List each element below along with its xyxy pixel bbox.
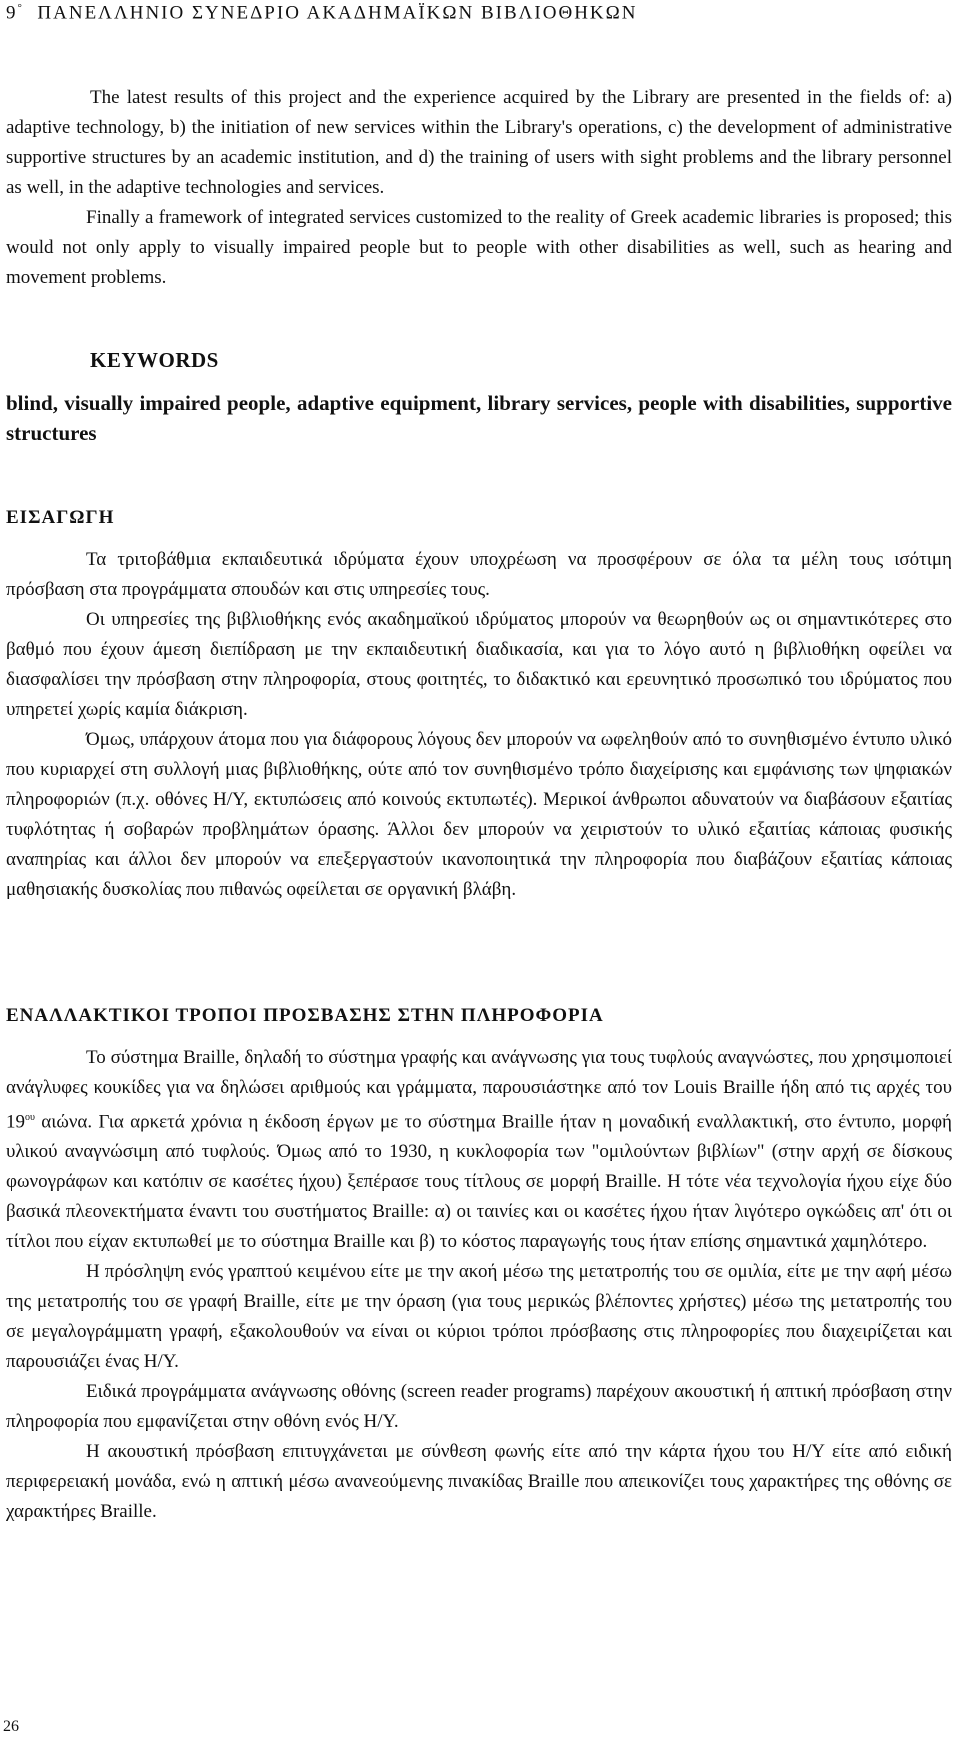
alternative-access-paragraph: Η ακουστική πρόσβαση επιτυγχάνεται με σύνθεση φωνής είτε από την κάρτα ήχου του Η/Υ είτε από ειδική περιφερειακή μονάδα, ενώ η απτική μέσω ανανεούμενης πινακίδας Braille που απεικονίζει τους χαρακτήρες της οθόνης σε χαρακτήρες Braille.	[6, 1441, 952, 1523]
braille-text-start: Το σύστημα Braille, δηλαδή το σύστημα γραφής και ανάγνωσης για τους τυφλούς αναγνώστες, που χρησιμοποιεί ανάγλυφες κουκίδες για να δηλώσει αριθμούς και γράμματα, παρουσιάστηκε από τον Louis Braille ήδη από τις αρχές του 19	[6, 1047, 952, 1133]
braille-text-end: αιώνα. Για αρκετά χρόνια η έκδοση έργων με το σύστημα Braille ήταν η μοναδική εναλλακτική, στο έντυπο, μορφή υλικού αναγνώσιμη από τυφλούς. Όμως από το 1930, η κυκλοφορία των "ομιλούντων βιβλίων" (στην αρχή σε δίσκους φωνογράφων και κατόπιν σε κασέτες ήχου) ξεπέρασε τους τίτλους σε μορφή Braille. Η τότε νέα τεχνολογία ήχου είχε δύο βασικά πλεονεκτήματα έναντι του συστήματος Braille: α) οι ταινίες και οι κασέτες ήχου ήταν λιγότερο ογκώδεις απ' ότι οι τίτλοι που είχαν εκτυπωθεί με το σύστημα Braille και β) το κόστος παραγωγής τους ήταν επίσης σημαντικά χαμηλότερο.	[6, 1111, 952, 1253]
alternative-access-paragraph: Ειδικά προγράμματα ανάγνωσης οθόνης (screen reader programs) παρέχουν ακουστική ή απτική πρόσβαση στην πληροφορία που εμφανίζεται στην οθόνη ενός Η/Υ.	[6, 1381, 952, 1433]
ordinal-mark: °	[17, 2, 24, 14]
conference-number: 9	[6, 2, 18, 24]
introduction-section	[6, 545, 952, 905]
century-ordinal: ου	[25, 1112, 35, 1123]
running-header	[6, 2, 637, 24]
alternative-access-heading: ΕΝΑΛΛΑΚΤΙΚΟΙ ΤΡΟΠΟΙ ΠΡΟΣΒΑΣΗΣ ΣΤΗΝ ΠΛΗΡΟΦΟΡΙΑ	[6, 1005, 604, 1026]
introduction-heading: ΕΙΣΑΓΩΓΗ	[6, 507, 115, 528]
introduction-paragraph: Οι υπηρεσίες της βιβλιοθήκης ενός ακαδημαϊκού ιδρύματος μπορούν να θεωρηθούν ως οι σημαντικότερες στο βαθμό που έχουν άμεση διεπίδραση με την εκπαιδευτική διαδικασία, και για το λόγο αυτό η βιβλιοθήκη οφείλει να διασφαλίσει την πρόσβαση στην πληροφορία, στους φοιτητές, το διδακτικό και ερευνητικό προσωπικό του ιδρύματος που υπηρετεί χωρίς καμία διάκριση.	[6, 609, 952, 720]
conference-title: ΠΑΝΕΛΛΗΝΙΟ ΣΥΝΕΔΡΙΟ ΑΚΑΔΗΜΑΪΚΩΝ ΒΙΒΛΙΟΘΗΚΩΝ	[37, 2, 638, 24]
page-number: 26	[3, 1718, 19, 1735]
alternative-access-paragraph: Η πρόσληψη ενός γραπτού κειμένου είτε με την ακοή μέσω της μετατροπής του σε ομιλία, είτε με την αφή μέσω της μετατροπής του σε γραφή Braille, είτε με την όραση (για τους μερικώς βλέποντες χρήστες) μέσω της μετατροπής του σε μεγαλογράμματη γραφή, εξακολουθούν να είναι οι κύριοι τρόποι πρόσβασης στις πληροφορίες που διαχειρίζεται και παρουσιάζει ένας Η/Υ.	[6, 1261, 952, 1373]
alternative-access-paragraph	[6, 1043, 952, 1257]
introduction-paragraph: Τα τριτοβάθμια εκπαιδευτικά ιδρύματα έχουν υποχρέωση να προσφέρουν σε όλα τα μέλη τους ισότιμη πρόσβαση στα προγράμματα σπουδών και στις υπηρεσίες τους.	[6, 549, 952, 600]
keywords-text: blind, visually impaired people, adaptive equipment, library services, people with disabilities, supportive structures	[6, 391, 952, 445]
alternative-access-section	[6, 1043, 952, 1527]
introduction-paragraph: Όμως, υπάρχουν άτομα που για διάφορους λόγους δεν μπορούν να ωφεληθούν από το συνηθισμένο έντυπο υλικό που κυριαρχεί στη συλλογή μιας βιβλιοθήκης, ούτε από τον συνηθισμένο τρόπο διαχείρισης και εμφάνισης των ψηφιακών πληροφοριών (π.χ. οθόνες Η/Υ, εκτυπώσεις από κοινούς εκτυπωτές). Μερικοί άνθρωποι αδυνατούν να διαβάσουν εξαιτίας τυφλότητας ή σοβαρών προβλημάτων όρασης. Άλλοι δεν μπορούν να χειριστούν το υλικό εξαιτίας κάποιας φυσικής αναπηρίας και άλλοι δεν μπορούν να επεξεργαστούν ικανοποιητικά την πληροφορία που διαβάζουν εξαιτίας κάποιας μαθησιακής δυσκολίας που πιθανώς οφείλεται σε οργανική βλάβη.	[6, 729, 952, 900]
abstract-paragraph: The latest results of this project and the experience acquired by the Library are presented in the fields of: a) adaptive technology, b) the initiation of new services within the Library's operations, c) the development of administrative supportive structures by an academic institution, and d) the training of users with sight problems and the library personnel as well, in the adaptive technologies and services.	[6, 87, 952, 198]
keywords-heading: KEYWORDS	[90, 348, 219, 372]
abstract-section	[6, 83, 952, 293]
abstract-paragraph: Finally a framework of integrated services customized to the reality of Greek academic libraries is proposed; this would not only apply to visually impaired people but to people with other disabilities as well, such as hearing and movement problems.	[6, 207, 952, 288]
